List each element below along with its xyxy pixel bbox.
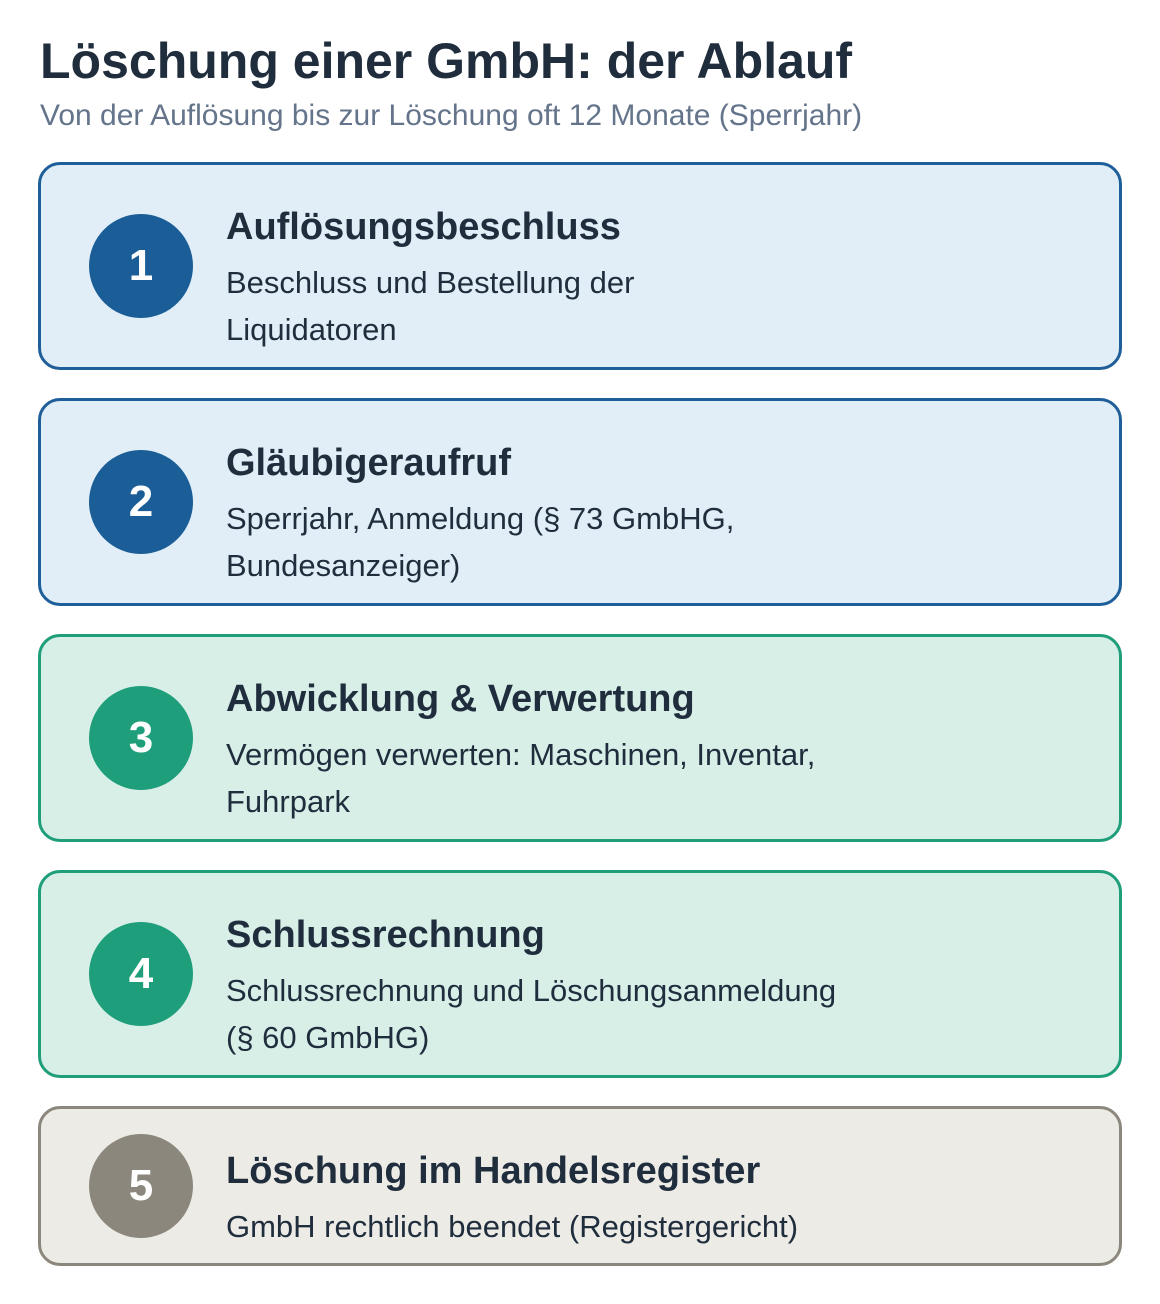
step-number-badge: 5 [89, 1134, 193, 1238]
step-description: Beschluss und Bestellung der Liquidatoren [226, 265, 635, 347]
step-description: GmbH rechtlich beendet (Registergericht) [226, 1209, 799, 1244]
step-card-3 [38, 634, 1122, 842]
header [40, 30, 1120, 136]
step-content [226, 439, 1086, 589]
step-number-badge: 1 [89, 214, 193, 318]
step-description: Vermögen verwerten: Maschinen, Inventar, Fuhrpark [226, 737, 816, 819]
step-number-badge: 2 [89, 450, 193, 554]
step-title: Löschung im Handelsregister [226, 1150, 761, 1192]
step-title: Schlussrechnung [226, 914, 545, 956]
page-title: Löschung einer GmbH: der Ablauf [40, 33, 853, 89]
step-card-5 [38, 1106, 1122, 1266]
step-card-2 [38, 398, 1122, 606]
step-description: Sperrjahr, Anmeldung (§ 73 GmbHG, Bundesanzeiger) [226, 501, 735, 583]
page-subtitle: Von der Auflösung bis zur Löschung oft 12 Monate (Sperrjahr) [40, 99, 863, 132]
step-card-4 [38, 870, 1122, 1078]
step-title: Gläubigeraufruf [226, 442, 512, 484]
step-content [226, 911, 1086, 1061]
step-content [226, 203, 1086, 353]
step-content [226, 1147, 1086, 1250]
step-title: Abwicklung & Verwertung [226, 678, 695, 720]
step-description: Schlussrechnung und Löschungsanmeldung (§ 60 GmbHG) [226, 973, 837, 1055]
step-number-badge: 3 [89, 686, 193, 790]
step-title: Auflösungsbeschluss [226, 206, 621, 248]
step-card-1 [38, 162, 1122, 370]
process-steps [38, 162, 1122, 1266]
step-number-badge: 4 [89, 922, 193, 1026]
step-content [226, 675, 1086, 825]
